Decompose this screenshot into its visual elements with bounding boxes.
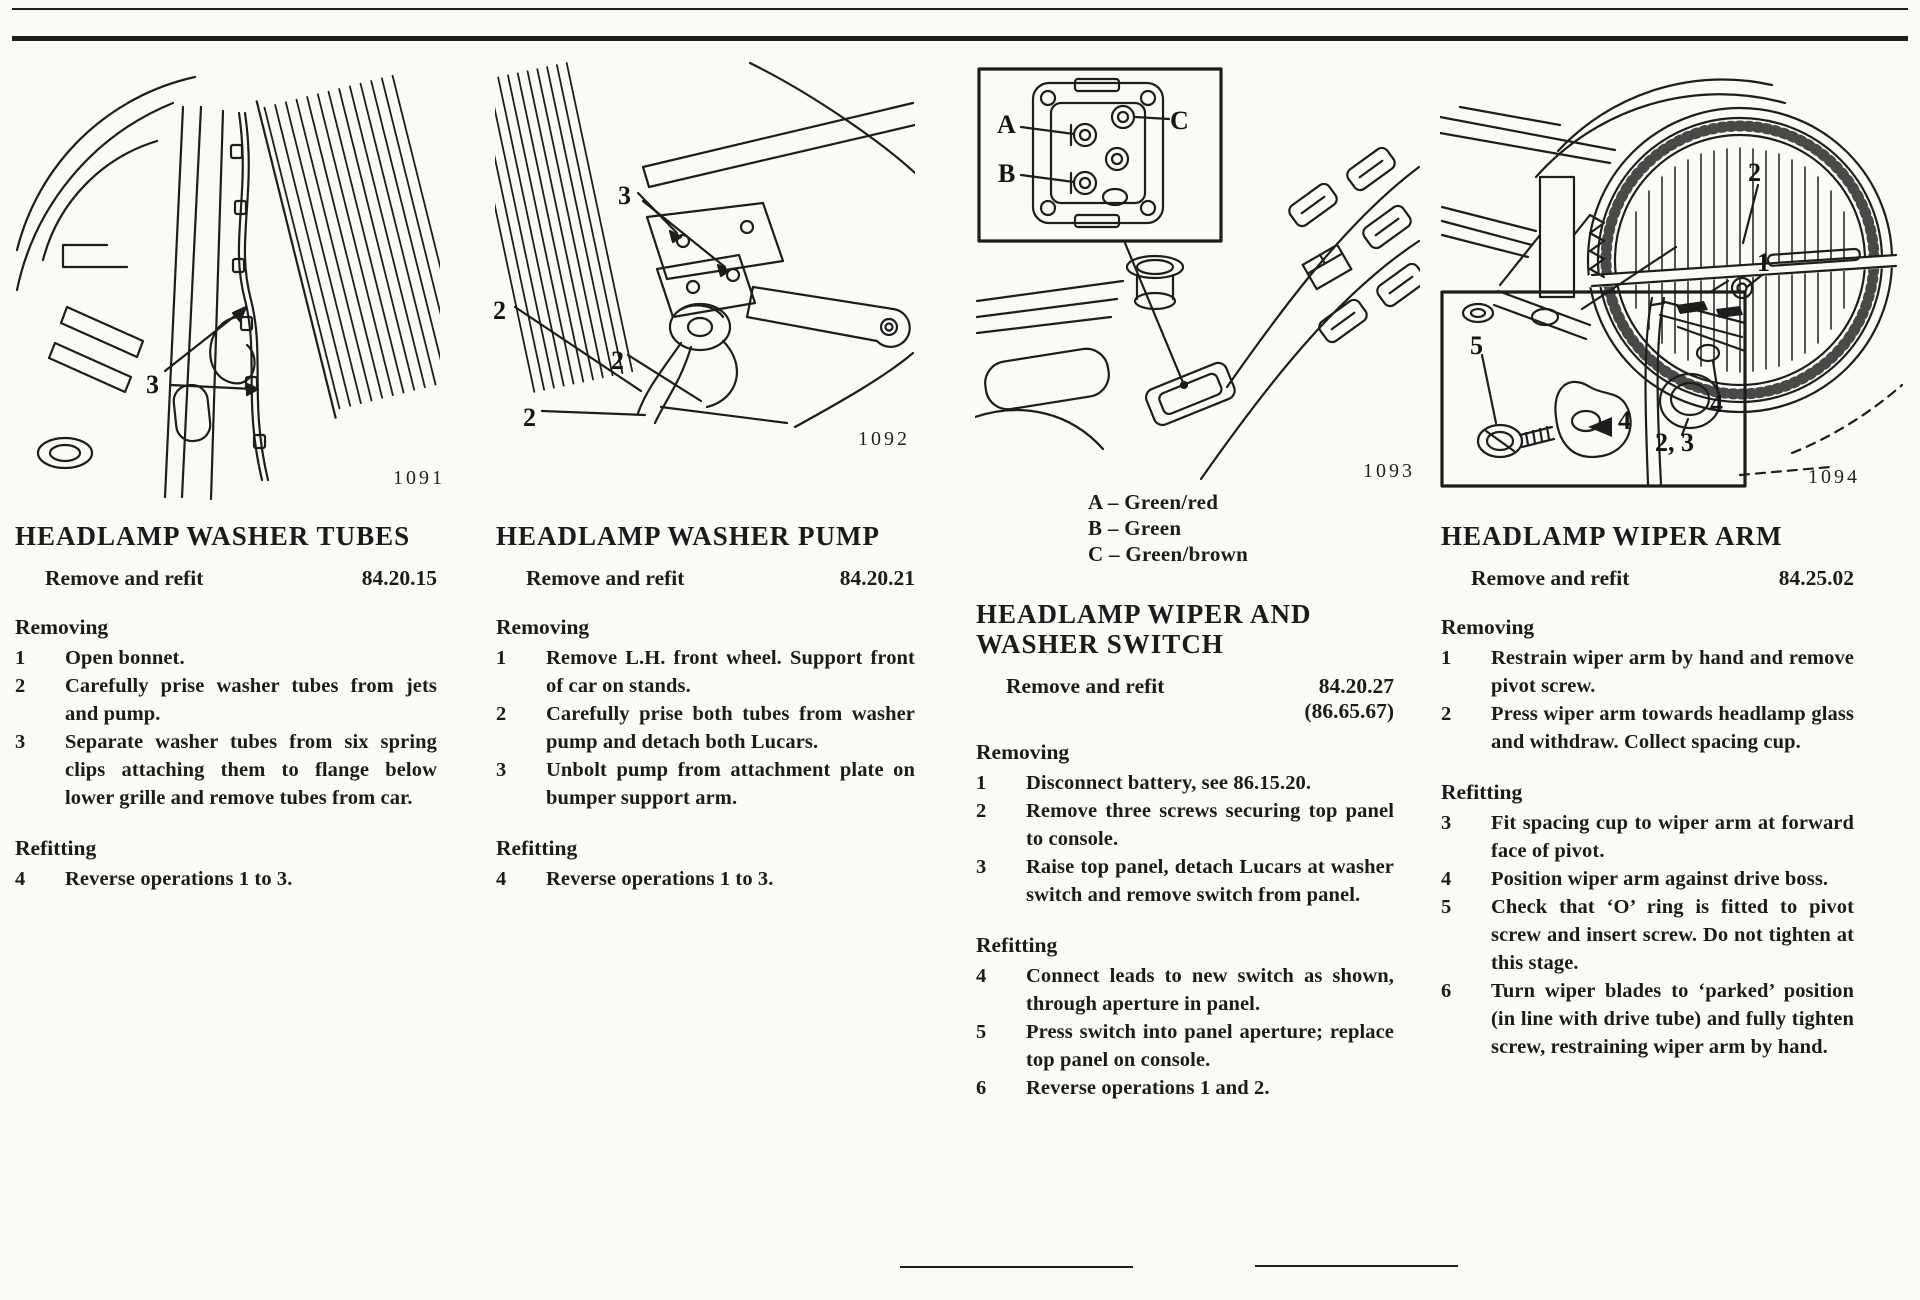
top-rule-thick	[12, 36, 1908, 41]
bumper-cross-member	[643, 63, 915, 187]
operation-code	[1304, 674, 1394, 723]
step	[1441, 977, 1854, 1061]
wiper-motor-linkage	[1442, 177, 1604, 339]
step	[496, 644, 915, 700]
panel-piece	[1660, 301, 1745, 361]
operation-line	[526, 566, 915, 591]
bolt-head	[38, 438, 92, 468]
rocker-switches	[1287, 145, 1420, 345]
callout-label: 2, 3	[1655, 428, 1694, 457]
step	[1441, 865, 1854, 893]
removing-heading: Removing	[976, 739, 1070, 764]
washer-pump-body	[670, 304, 730, 350]
section-title: HEADLAMP WIPER ARM	[1441, 521, 1783, 551]
operation-line	[1471, 566, 1854, 591]
removing-heading: Removing	[496, 614, 590, 639]
removing-steps	[15, 644, 437, 812]
operation-line	[1006, 674, 1394, 723]
callout-label: 4	[1710, 389, 1723, 418]
grille-lines	[495, 63, 632, 392]
figure-number: 1092	[858, 428, 910, 450]
callout-label: 1	[1757, 248, 1770, 277]
removing-heading: Removing	[15, 614, 109, 639]
refitting-steps	[15, 865, 437, 893]
body-dashed-lines	[1740, 385, 1902, 475]
figure-number: 1091	[393, 467, 445, 489]
step-number: 4	[496, 867, 507, 890]
step	[976, 769, 1394, 797]
step	[1441, 700, 1854, 756]
step-text: Separate washer tubes from six spring clips attaching them to flange below lower grille and remove tubes from car.	[65, 730, 437, 809]
armrest	[975, 346, 1112, 449]
step-text: Fit spacing cup to wiper arm at forward face of pivot.	[1491, 811, 1854, 862]
removing-steps	[496, 644, 915, 812]
section-title: HEADLAMP WASHER TUBES	[15, 521, 411, 551]
step-number: 6	[1441, 979, 1452, 1002]
step	[496, 700, 915, 756]
section-headlamp-wiper-washer-switch	[976, 599, 1394, 1102]
step-number: 2	[1441, 702, 1452, 725]
step-number: 1	[1441, 646, 1452, 669]
step-text: Position wiper arm against drive boss.	[1491, 867, 1829, 890]
removing-steps	[976, 769, 1394, 909]
callout-label: 3	[618, 181, 631, 210]
section-headlamp-wiper-arm	[1441, 521, 1854, 1061]
operation-code: 84.25.02	[1778, 566, 1854, 591]
step-number: 3	[976, 855, 987, 878]
callout-label: 2	[1748, 158, 1761, 187]
step	[976, 1074, 1394, 1102]
bumper-support-arm	[747, 287, 910, 347]
step-text: Raise top panel, detach Lucars at washer switch and remove switch from panel.	[1026, 855, 1394, 906]
refitting-heading: Refitting	[496, 835, 578, 860]
step-text: Disconnect battery, see 86.15.20.	[1026, 771, 1312, 794]
step-number: 4	[1441, 867, 1452, 890]
bottom-rule-right	[1255, 1265, 1458, 1267]
step-number: 2	[15, 674, 26, 697]
operation-code-primary: 84.20.27	[1318, 674, 1394, 699]
callout-label: 2	[523, 403, 536, 432]
callout-label: 2	[493, 296, 506, 325]
step-number: 6	[976, 1076, 987, 1099]
step	[15, 865, 437, 893]
legend-row: A – Green/red	[1088, 490, 1219, 514]
step	[496, 756, 915, 812]
operation-label: Remove and refit	[1006, 674, 1165, 699]
step-text: Connect leads to new switch as shown, through aperture in panel.	[1026, 964, 1394, 1015]
operation-code: 84.20.21	[839, 566, 915, 591]
step	[15, 728, 437, 812]
section-headlamp-washer-pump	[496, 521, 915, 893]
step-text: Remove three screws securing top panel to console.	[1026, 799, 1394, 850]
switch-connector	[1033, 79, 1163, 227]
step-number: 1	[496, 646, 507, 669]
legend-row: B – Green	[1088, 516, 1182, 540]
cigar-lighter-knob	[1127, 256, 1183, 309]
step	[976, 797, 1394, 853]
step	[15, 644, 437, 672]
step	[15, 672, 437, 728]
step-number: 3	[496, 758, 507, 781]
step-text: Reverse operations 1 to 3.	[546, 867, 774, 890]
inset-leader-lines	[1482, 355, 1718, 437]
figure-washer-tubes-illustration	[15, 55, 440, 500]
refitting-steps	[496, 865, 915, 893]
callout-label: 4	[1618, 406, 1631, 435]
step	[1441, 644, 1854, 700]
figure-washer-pump-illustration	[495, 55, 915, 430]
step-number: 1	[15, 646, 26, 669]
refitting-heading: Refitting	[1441, 779, 1523, 804]
step-text: Restrain wiper arm by hand and remove pivot screw.	[1491, 646, 1854, 697]
step-text: Press wiper arm towards headlamp glass and withdraw. Collect spacing cup.	[1491, 702, 1854, 753]
terminal-leader-lines	[1021, 117, 1169, 182]
section-title: HEADLAMP WIPER AND WASHER SWITCH	[976, 599, 1312, 660]
step-number: 4	[15, 867, 26, 890]
top-rule-thin	[12, 8, 1908, 10]
panel-edges	[165, 107, 223, 499]
step-number: 2	[496, 702, 507, 725]
refitting-steps	[976, 962, 1394, 1102]
refitting-steps	[1441, 809, 1854, 1061]
step-number: 4	[976, 964, 987, 987]
section-headlamp-washer-tubes	[15, 521, 437, 893]
step-text: Press switch into panel aperture; replace top panel on console.	[1026, 1020, 1394, 1071]
step	[496, 865, 915, 893]
step	[976, 962, 1394, 1018]
step-number: 3	[15, 730, 26, 753]
step-text: Reverse operations 1 and 2.	[1026, 1076, 1270, 1099]
figure-number: 1093	[1363, 460, 1415, 482]
washer-tube	[210, 113, 268, 480]
grille-lines	[257, 68, 440, 418]
step-text: Unbolt pump from attachment plate on bumper support arm.	[546, 758, 915, 809]
step-text: Check that ‘O’ ring is fitted to pivot screw and insert screw. Do not tighten at this stage.	[1491, 895, 1854, 974]
step	[1441, 809, 1854, 865]
callout-label: 3	[146, 370, 159, 399]
section-title: HEADLAMP WASHER PUMP	[496, 521, 881, 551]
step-number: 1	[976, 771, 987, 794]
removing-steps	[1441, 644, 1854, 756]
dash-lines	[977, 281, 1123, 333]
step	[1441, 893, 1854, 977]
wiring-legend	[1088, 489, 1398, 567]
pivot-screw	[1478, 425, 1554, 457]
body-lines	[661, 353, 913, 427]
operation-code: 84.20.15	[361, 566, 437, 591]
step-number: 2	[976, 799, 987, 822]
callout-label: 2	[611, 346, 624, 375]
step-text: Open bonnet.	[65, 646, 185, 669]
wheel-arch-lines	[17, 77, 195, 290]
operation-label: Remove and refit	[526, 566, 685, 591]
bottom-rule-left	[900, 1266, 1133, 1268]
washer-jet-strips	[49, 307, 143, 392]
step-number: 3	[1441, 811, 1452, 834]
callout-label: B	[998, 159, 1016, 188]
step-text: Turn wiper blades to ‘parked’ position (in line with drive tube) and fully tighten screw, restraining wiper arm by hand.	[1491, 979, 1854, 1058]
step-number: 5	[1441, 895, 1452, 918]
callout-label: 5	[1470, 331, 1483, 360]
step-text: Carefully prise washer tubes from jets and pump.	[65, 674, 437, 725]
removing-heading: Removing	[1441, 614, 1535, 639]
refitting-heading: Refitting	[15, 835, 97, 860]
operation-line	[45, 566, 437, 591]
operation-code-secondary: (86.65.67)	[1304, 699, 1394, 724]
step-text: Carefully prise both tubes from washer pump and detach both Lucars.	[546, 702, 915, 753]
legend-row: C – Green/brown	[1088, 542, 1249, 566]
figure-number: 1094	[1808, 466, 1860, 488]
refitting-heading: Refitting	[976, 932, 1058, 957]
step-text: Reverse operations 1 to 3.	[65, 867, 293, 890]
step-number: 5	[976, 1020, 987, 1043]
figure-switch-console-illustration	[975, 55, 1420, 480]
callout-label: A	[997, 110, 1016, 139]
step	[976, 853, 1394, 909]
operation-label: Remove and refit	[1471, 566, 1630, 591]
operation-label: Remove and refit	[45, 566, 204, 591]
callout-label: C	[1170, 106, 1189, 135]
step	[976, 1018, 1394, 1074]
step-text: Remove L.H. front wheel. Support front of car on stands.	[546, 646, 915, 697]
